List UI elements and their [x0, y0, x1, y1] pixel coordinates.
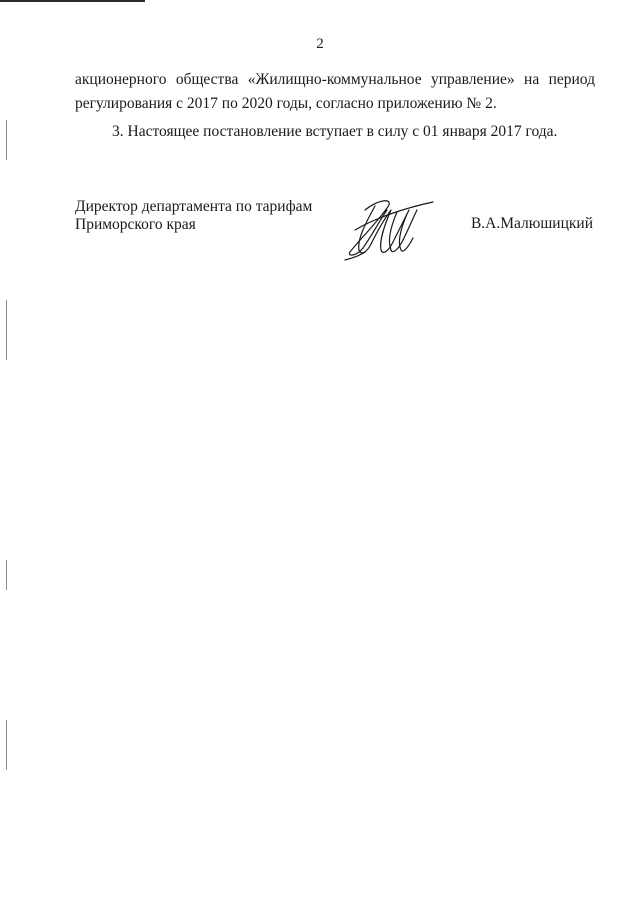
paragraph-line: акционерного общества «Жилищно-коммунальное управление» на период	[75, 71, 595, 88]
page-number: 2	[316, 36, 324, 52]
signatory-position	[75, 198, 312, 234]
paragraph-line: 3. Настоящее постановление вступает в силу с 01 января 2017 года.	[112, 123, 558, 140]
scan-edge-mark	[6, 560, 7, 590]
scan-artifact-line	[0, 0, 145, 2]
signatory-name: В.А.Малюшицкий	[470, 215, 593, 232]
scan-edge-mark	[6, 120, 7, 160]
paragraph-effective-date	[112, 120, 592, 144]
paragraph-line: регулирования с 2017 по 2020 годы, согласно приложению № 2.	[75, 95, 497, 112]
signatory-position-line: Директор департамента по тарифам	[75, 198, 313, 215]
handwritten-signature-icon	[335, 190, 435, 265]
paragraph-continuation	[75, 68, 595, 116]
scan-edge-mark	[6, 300, 7, 360]
scan-edge-mark	[6, 720, 7, 770]
signatory-position-line: Приморского края	[75, 216, 196, 233]
